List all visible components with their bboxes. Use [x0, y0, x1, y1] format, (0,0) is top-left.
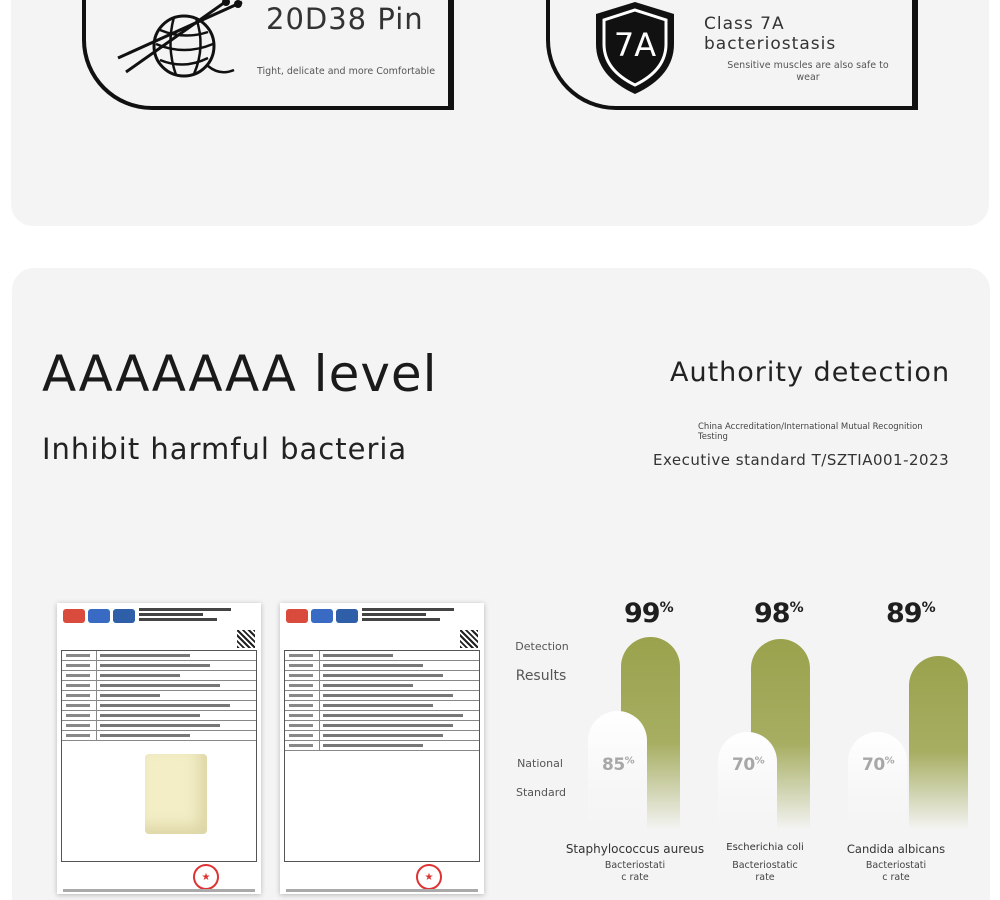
feature-subtitle: Tight, delicate and more Comfortable — [256, 66, 436, 77]
category-label: Staphylococcus aureus — [565, 842, 705, 856]
shield-badge-text: 7A — [613, 26, 657, 64]
page-subtitle: Inhibit harmful bacteria — [42, 432, 408, 466]
detection-value-label: 99% — [624, 598, 673, 629]
test-report-image — [280, 603, 484, 894]
qr-code-icon — [237, 630, 255, 648]
national-value-label: 70% — [732, 755, 765, 775]
cert-logos — [286, 609, 358, 623]
axis-label-national: National — [517, 757, 563, 770]
feature-subtitle: Sensitive muscles are also safe to wear — [727, 60, 889, 83]
category-label: Escherichia coli — [726, 842, 804, 853]
executive-standard: Executive standard T/SZTIA001-2023 — [653, 451, 950, 469]
authority-title: Authority detection — [670, 357, 951, 388]
axis-label-standard: Standard — [515, 786, 567, 799]
national-standard-bar — [718, 732, 777, 830]
page-title: AAAAAAA level — [42, 345, 438, 403]
detection-value-label: 89% — [886, 598, 935, 629]
yarn-ball-icon — [116, 0, 246, 80]
national-value-label: 85% — [602, 755, 635, 775]
national-standard-bar — [848, 732, 907, 830]
national-value-label: 70% — [862, 755, 895, 775]
shield-7a-icon — [590, 0, 680, 98]
report-table — [284, 650, 480, 862]
red-seal-icon: ★ — [416, 864, 442, 890]
cert-logos — [63, 609, 135, 623]
detection-value-label: 98% — [754, 598, 803, 629]
category-subtitle: Bacteriostati c rate — [865, 860, 927, 883]
accreditation-text: China Accreditation/International Mutual Recognition Testing — [698, 422, 923, 442]
axis-label-detection: Detection — [515, 640, 569, 653]
fabric-sample — [145, 754, 207, 834]
qr-code-icon — [460, 630, 478, 648]
feature-title: 20D38 Pin — [266, 2, 424, 36]
category-subtitle: Bacteriostati c rate — [604, 860, 666, 883]
category-subtitle: Bacteriostatic rate — [732, 860, 798, 883]
red-seal-icon: ★ — [193, 864, 219, 890]
category-label: Candida albicans — [846, 842, 946, 856]
test-report-image — [57, 603, 261, 894]
feature-box-bacteriostasis — [546, 0, 918, 110]
detection-bar — [909, 656, 968, 830]
axis-label-results: Results — [515, 668, 567, 684]
feature-box-needle — [82, 0, 454, 110]
feature-title: Class 7A bacteriostasis — [704, 14, 837, 54]
